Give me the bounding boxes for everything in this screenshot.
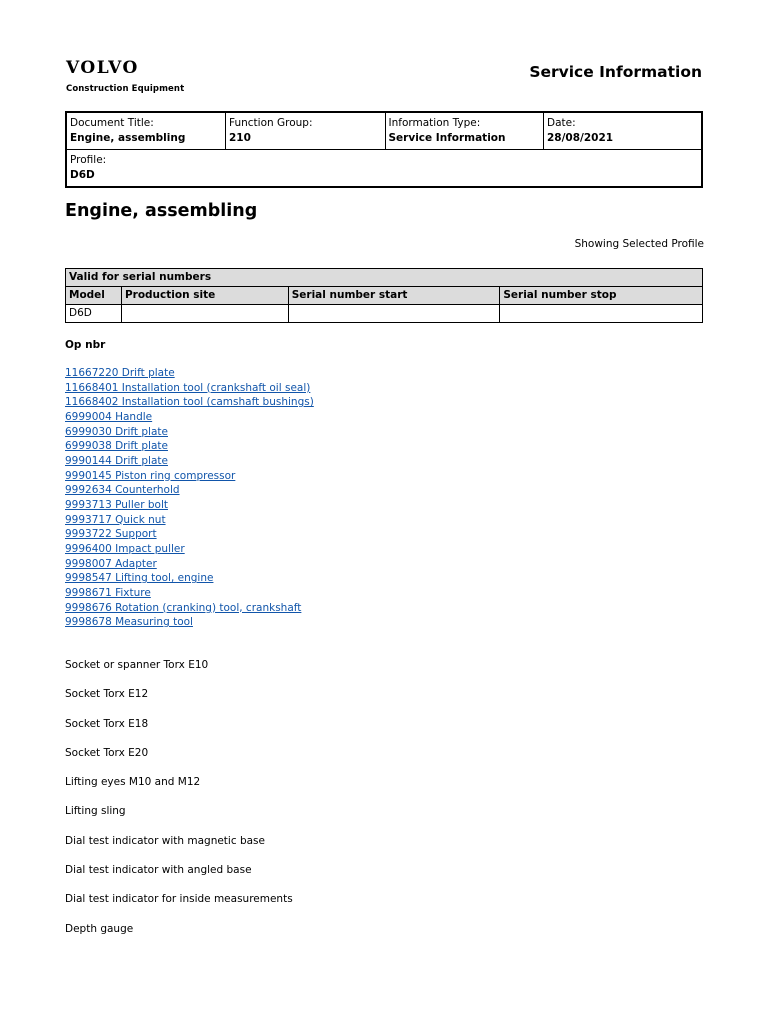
list-item bbox=[65, 381, 314, 396]
column-header-production-site: Production site bbox=[121, 287, 288, 305]
document-title-value: Engine, assembling bbox=[70, 132, 186, 144]
function-group-value: 210 bbox=[229, 132, 251, 144]
list-item: Dial test indicator with magnetic base bbox=[65, 834, 265, 847]
brand-wordmark: VOLVO bbox=[66, 58, 139, 78]
tool-link[interactable]: 11668402 Installation tool (camshaft bushings) bbox=[65, 396, 314, 409]
list-item: Lifting eyes M10 and M12 bbox=[65, 776, 201, 789]
list-item bbox=[65, 410, 314, 425]
page-title: Engine, assembling bbox=[65, 201, 258, 221]
list-item bbox=[65, 513, 314, 528]
list-item bbox=[65, 527, 314, 542]
brand-subtitle: Construction Equipment bbox=[66, 84, 185, 94]
standard-equipment-list bbox=[65, 657, 293, 950]
op-number-label: Op nbr bbox=[65, 339, 106, 351]
document-info-table bbox=[65, 111, 703, 188]
list-item bbox=[65, 425, 314, 440]
function-group-cell bbox=[226, 112, 386, 150]
serial-numbers-table bbox=[65, 268, 703, 323]
volvo-logo bbox=[66, 58, 184, 94]
tool-link[interactable]: 9993717 Quick nut bbox=[65, 513, 166, 526]
table-row bbox=[66, 305, 703, 323]
information-type-cell bbox=[385, 112, 543, 150]
information-type-value: Service Information bbox=[388, 132, 506, 144]
tool-link[interactable]: 9990144 Drift plate bbox=[65, 454, 168, 467]
document-title-label: Document Title: bbox=[70, 117, 154, 129]
document-type-title: Service Information bbox=[529, 63, 702, 81]
profile-value: D6D bbox=[70, 169, 95, 181]
list-item bbox=[65, 483, 314, 498]
list-item: Lifting sling bbox=[65, 805, 126, 818]
cell-production-site bbox=[121, 305, 288, 323]
serial-table-band: Valid for serial numbers bbox=[66, 269, 703, 287]
list-item bbox=[65, 601, 314, 616]
column-header-serial-start: Serial number start bbox=[288, 287, 500, 305]
list-item bbox=[65, 498, 314, 513]
tool-link[interactable]: 9990145 Piston ring compressor bbox=[65, 469, 236, 482]
profile-cell bbox=[66, 150, 702, 188]
cell-serial-start bbox=[288, 305, 500, 323]
date-value: 28/08/2021 bbox=[546, 132, 614, 144]
function-group-label: Function Group: bbox=[229, 117, 313, 129]
list-item: Depth gauge bbox=[65, 922, 134, 935]
tool-link[interactable]: 11667220 Drift plate bbox=[65, 367, 175, 379]
list-item: Socket Torx E12 bbox=[65, 688, 149, 701]
tool-link[interactable]: 9998671 Fixture bbox=[65, 586, 151, 599]
list-item bbox=[65, 366, 314, 381]
cell-serial-stop bbox=[500, 305, 703, 323]
tool-link[interactable]: 9998007 Adapter bbox=[65, 557, 157, 570]
column-header-model: Model bbox=[66, 287, 122, 305]
tool-link[interactable]: 6999004 Handle bbox=[65, 410, 153, 423]
list-item bbox=[65, 571, 314, 586]
tool-link[interactable]: 9998676 Rotation (cranking) tool, crankshaft bbox=[65, 601, 302, 614]
list-item bbox=[65, 542, 314, 557]
tool-link[interactable]: 9992634 Counterhold bbox=[65, 484, 180, 497]
list-item: Socket Torx E18 bbox=[65, 717, 149, 730]
list-item bbox=[65, 454, 314, 469]
tool-link[interactable]: 9993713 Puller bolt bbox=[65, 498, 168, 511]
document-title-cell bbox=[66, 112, 226, 150]
list-item: Dial test indicator for inside measurements bbox=[65, 893, 293, 906]
list-item bbox=[65, 557, 314, 572]
tool-link[interactable]: 9996400 Impact puller bbox=[65, 542, 185, 555]
information-type-label: Information Type: bbox=[388, 117, 481, 129]
tool-link[interactable]: 9998547 Lifting tool, engine bbox=[65, 572, 214, 585]
tool-link[interactable]: 6999030 Drift plate bbox=[65, 425, 168, 438]
date-label: Date: bbox=[546, 117, 576, 129]
profile-note: Showing Selected Profile bbox=[574, 238, 704, 250]
list-item bbox=[65, 469, 314, 484]
list-item: Dial test indicator with angled base bbox=[65, 864, 252, 877]
list-item bbox=[65, 586, 314, 601]
tool-link[interactable]: 9998678 Measuring tool bbox=[65, 616, 193, 629]
cell-model: D6D bbox=[66, 305, 122, 323]
tool-link[interactable]: 11668401 Installation tool (crankshaft oil seal) bbox=[65, 381, 311, 394]
list-item: Socket or spanner Torx E10 bbox=[65, 659, 209, 671]
tool-link[interactable]: 6999038 Drift plate bbox=[65, 440, 168, 453]
profile-label: Profile: bbox=[70, 154, 107, 166]
tool-link[interactable]: 9993722 Support bbox=[65, 528, 157, 541]
list-item bbox=[65, 439, 314, 454]
list-item bbox=[65, 615, 314, 630]
column-header-serial-stop: Serial number stop bbox=[500, 287, 703, 305]
special-tools-list bbox=[65, 366, 314, 630]
list-item bbox=[65, 395, 314, 410]
list-item: Socket Torx E20 bbox=[65, 746, 149, 759]
date-cell bbox=[543, 112, 702, 150]
